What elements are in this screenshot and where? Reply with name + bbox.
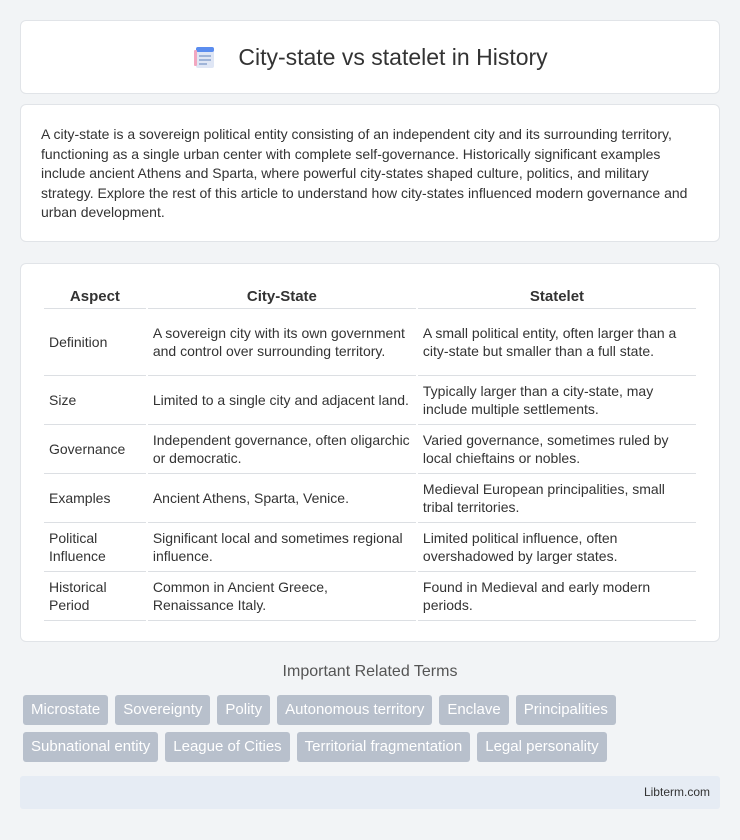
row-city-state: Ancient Athens, Sparta, Venice. bbox=[148, 474, 416, 523]
row-statelet: Medieval European principalities, small tribal territories. bbox=[418, 474, 696, 523]
row-statelet: Varied governance, sometimes ruled by local chieftains or nobles. bbox=[418, 425, 696, 474]
tag-subnational-entity[interactable]: Subnational entity bbox=[23, 732, 158, 762]
row-city-state: A sovereign city with its own government and control over surrounding territory. bbox=[148, 309, 416, 376]
row-statelet: Limited political influence, often overshadowed by larger states. bbox=[418, 523, 696, 572]
row-aspect: Governance bbox=[44, 425, 146, 474]
tag-microstate[interactable]: Microstate bbox=[23, 695, 108, 725]
comparison-table bbox=[42, 284, 698, 621]
tag-polity[interactable]: Polity bbox=[217, 695, 270, 725]
table-row bbox=[44, 376, 696, 425]
row-city-state: Common in Ancient Greece, Renaissance Italy. bbox=[148, 572, 416, 621]
table-header-row bbox=[44, 284, 696, 309]
row-aspect: Size bbox=[44, 376, 146, 425]
row-statelet: Found in Medieval and early modern periods. bbox=[418, 572, 696, 621]
tag-legal-personality[interactable]: Legal personality bbox=[477, 732, 606, 762]
row-aspect: Historical Period bbox=[44, 572, 146, 621]
table-row bbox=[44, 425, 696, 474]
tag-league-of-cities[interactable]: League of Cities bbox=[165, 732, 289, 762]
tag-row-2 bbox=[23, 732, 723, 762]
row-aspect: Examples bbox=[44, 474, 146, 523]
row-aspect: Political Influence bbox=[44, 523, 146, 572]
row-statelet: Typically larger than a city-state, may include multiple settlements. bbox=[418, 376, 696, 425]
comparison-card bbox=[20, 263, 720, 642]
related-terms-title: Important Related Terms bbox=[282, 663, 458, 680]
related-terms-tags bbox=[23, 695, 723, 769]
intro-card bbox=[20, 104, 720, 242]
row-aspect: Definition bbox=[44, 309, 146, 376]
tag-sovereignty[interactable]: Sovereignty bbox=[115, 695, 210, 725]
footer-site-link[interactable]: Libterm.com bbox=[643, 785, 710, 799]
footer bbox=[20, 776, 720, 809]
document-icon bbox=[192, 44, 218, 70]
table-row bbox=[44, 523, 696, 572]
table-row bbox=[44, 309, 696, 376]
table-row bbox=[44, 474, 696, 523]
tag-principalities[interactable]: Principalities bbox=[516, 695, 616, 725]
header-aspect: Aspect bbox=[44, 284, 146, 309]
row-statelet: A small political entity, often larger than a city-state but smaller than a full state. bbox=[418, 309, 696, 376]
table-row bbox=[44, 572, 696, 621]
row-city-state: Independent governance, often oligarchic or democratic. bbox=[148, 425, 416, 474]
tag-row-1 bbox=[23, 695, 723, 725]
tag-autonomous-territory[interactable]: Autonomous territory bbox=[277, 695, 432, 725]
intro-paragraph: A city-state is a sovereign political entity consisting of an independent city and its surrounding territory, functioning as a single urban center with complete self-governance. Historically significant examples include ancient Athens and Sparta, where powerful city-states shaped culture, politics, and military strategy. Explore the rest of this article to understand how city-states influenced modern governance and urban development. bbox=[41, 126, 688, 220]
row-city-state: Significant local and sometimes regional influence. bbox=[148, 523, 416, 572]
page-title: City-state vs statelet in History bbox=[238, 43, 548, 70]
header-card bbox=[20, 20, 720, 94]
header-statelet: Statelet bbox=[418, 284, 696, 309]
tag-territorial-fragmentation[interactable]: Territorial fragmentation bbox=[297, 732, 471, 762]
tag-enclave[interactable]: Enclave bbox=[439, 695, 508, 725]
header-city-state: City-State bbox=[148, 284, 416, 309]
row-city-state: Limited to a single city and adjacent land. bbox=[148, 376, 416, 425]
